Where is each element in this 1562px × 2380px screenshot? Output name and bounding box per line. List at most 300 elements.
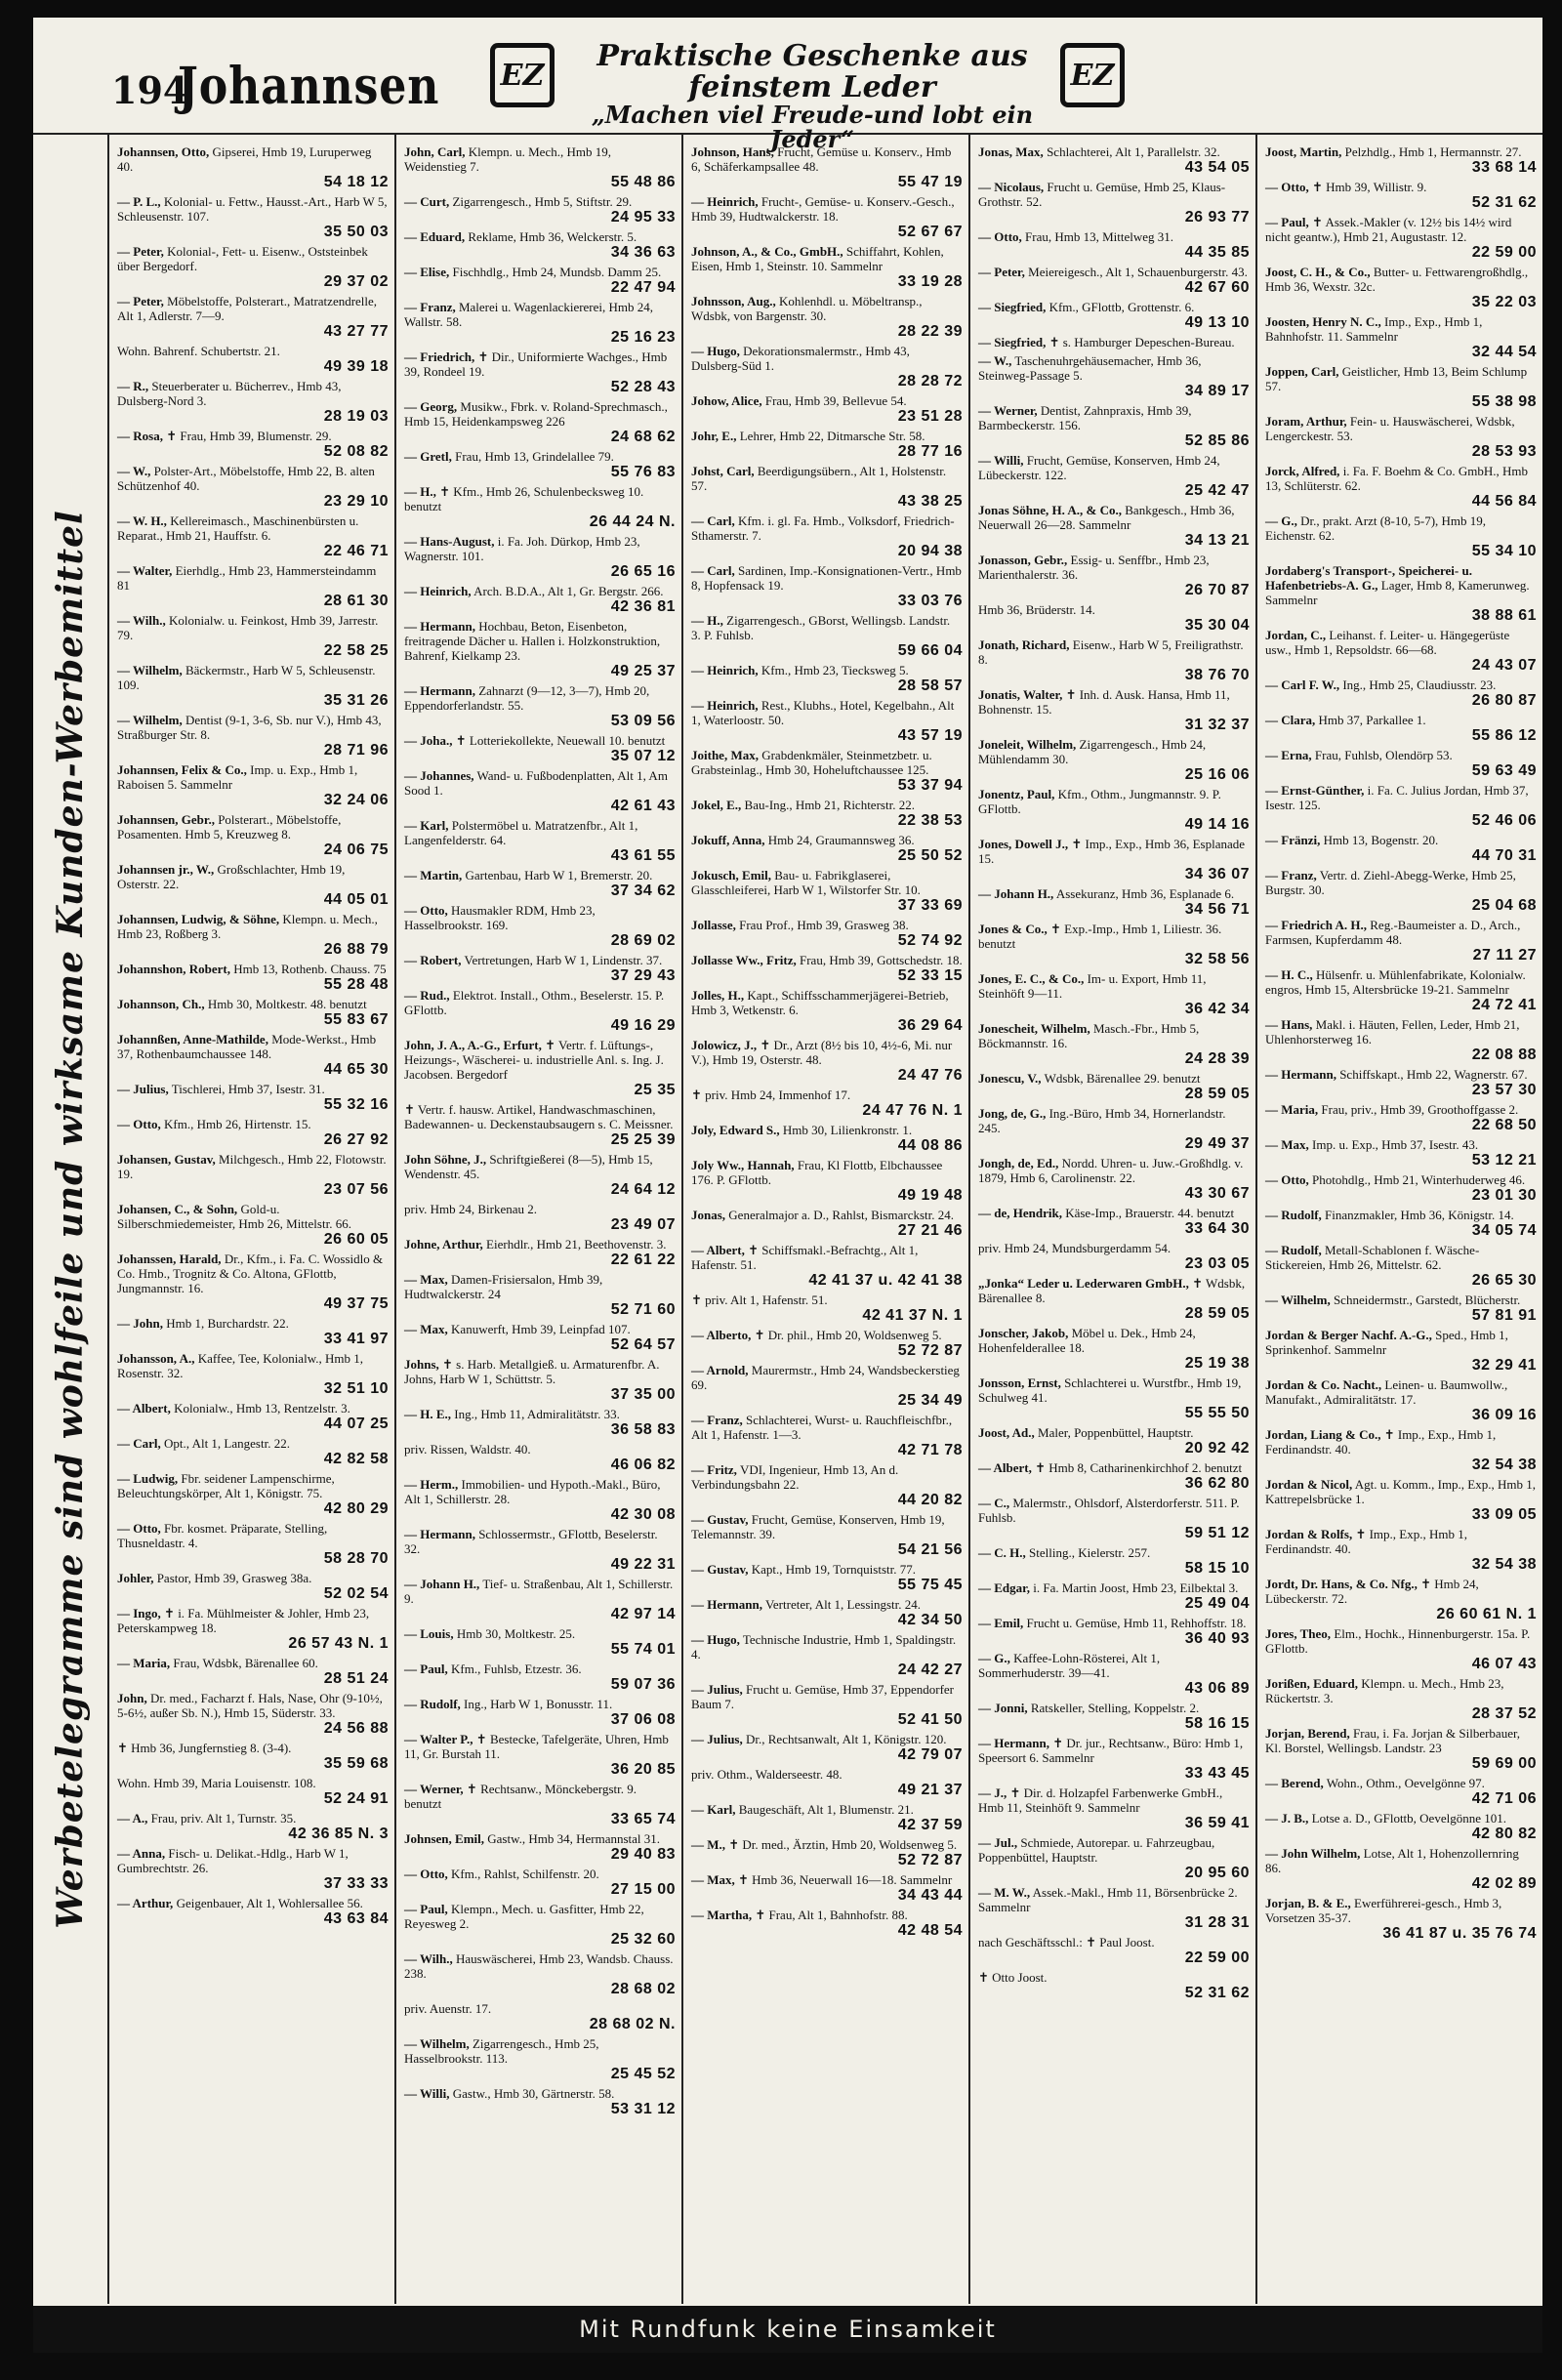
entry-phone-number: 32 24 06 (323, 792, 389, 808)
entry-name: — Martin, (404, 868, 463, 882)
entry-details: Frucht u. Gemüse, Hmb 37, Eppendorfer Baum 7. (691, 1682, 955, 1711)
entry-phone-number: 59 69 00 (1471, 1755, 1537, 1772)
entry-details: Wohn. Hmb 39, Maria Louisenstr. 108. (117, 1776, 316, 1790)
entry-name: Joost, Martin, (1265, 144, 1342, 159)
entry-phone-number: 42 80 29 (323, 1500, 389, 1517)
entry-details: Frau, Hmb 39, Gottschedstr. 18. (799, 953, 963, 967)
entry-name: — Hugo, (691, 1632, 740, 1647)
directory-entry (404, 1626, 676, 1658)
entry-phone-number: 44 65 30 (323, 1061, 389, 1078)
directory-entry (404, 733, 676, 764)
directory-entry (691, 144, 963, 190)
entry-phone-number: 42 67 60 (1184, 279, 1250, 296)
page-number: 194 (111, 68, 189, 112)
entry-name: — Clara, (1265, 713, 1316, 727)
directory-entry (978, 300, 1250, 331)
entry-phone-number: 55 32 16 (323, 1096, 389, 1113)
entry-phone-number: 42 48 54 (897, 1922, 963, 1939)
entry-details: Polstermöbel u. Matratzenfbr., Alt 1, Langenfelderstr. 64. (404, 818, 638, 847)
entry-details: Wand- u. Fußbodenplatten, Alt 1, Am Sood 1. (404, 768, 668, 798)
directory-entry (117, 1316, 389, 1347)
entry-phone-number: 58 28 70 (323, 1550, 389, 1567)
entry-details: Wdsbk, Bärenallee 29. benutzt (1044, 1071, 1201, 1086)
directory-entry (978, 1156, 1250, 1202)
entry-phone-number: 33 41 97 (323, 1331, 389, 1347)
directory-entry (1265, 314, 1537, 360)
entry-phone-number: 26 60 05 (323, 1231, 389, 1248)
entry-details: Schmiede, Autorepar. u. Fahrzeugbau, Poppenbüttel, Hauptstr. (978, 1835, 1215, 1865)
entry-name: Joly, Edward S., (691, 1123, 780, 1137)
directory-entry (978, 1701, 1250, 1732)
directory-entry (117, 1152, 389, 1198)
directory-entry (691, 918, 963, 949)
entry-details: ✝ Dir. d. Holzapfel Farbenwerke GmbH., Hmb 11, Steinhöft 9. Sammelnr (978, 1785, 1223, 1815)
entry-phone-number: 28 77 16 (897, 443, 963, 460)
directory-entry (978, 553, 1250, 598)
entry-name: Jorck, Alfred, (1265, 464, 1340, 478)
entry-name: — Curt, (404, 194, 450, 209)
entry-name: — Martha, (691, 1908, 753, 1922)
directory-entry (978, 687, 1250, 733)
entry-name: — W. H., (117, 513, 167, 528)
entry-name: — Franz, (691, 1413, 743, 1427)
entry-name: — Jul., (978, 1835, 1018, 1850)
entry-name: — Albert, (117, 1401, 171, 1416)
entry-phone-number: 42 36 85 N. 3 (288, 1826, 389, 1842)
directory-entry (1265, 464, 1537, 510)
entry-details: ✝ s. Harb. Metallgieß. u. Armaturenfbr. A. Johns, Harb W 1, Schüttstr. 5. (404, 1357, 660, 1386)
directory-entry (691, 1562, 963, 1593)
entry-phone-number: 28 61 30 (323, 593, 389, 609)
directory-entry (978, 787, 1250, 833)
directory-entry (117, 1776, 389, 1807)
entry-phone-number: 28 22 39 (897, 323, 963, 340)
directory-entry (1265, 1477, 1537, 1523)
entry-phone-number: 42 36 81 (610, 598, 676, 615)
entry-name: — Ernst-Günther, (1265, 783, 1365, 798)
entry-details: Nordd. Uhren- u. Juw.-Großhdlg. v. 1879, Hmb 6, Carolinenstr. 22. (978, 1156, 1244, 1185)
entry-details: Hmb 1, Burchardstr. 22. (166, 1316, 289, 1331)
directory-entry (691, 344, 963, 390)
entry-phone-number: 52 31 62 (1184, 1985, 1250, 2001)
directory-entry (691, 1413, 963, 1458)
entry-details: Lotse a. D., GFlottb, Oevelgönne 101. (1311, 1811, 1506, 1826)
entry-name: — Otto, (117, 1117, 161, 1131)
entry-name: — G., (978, 1651, 1010, 1665)
entry-phone-number: 52 85 86 (1184, 432, 1250, 449)
entry-name: — Max, (404, 1322, 448, 1336)
entry-phone-number: 55 55 50 (1184, 1405, 1250, 1421)
entry-name: Jonentz, Paul, (978, 787, 1055, 801)
entry-details: ✝ priv. Hmb 24, Immenhof 17. (691, 1087, 851, 1102)
entry-phone-number: 42 71 78 (897, 1442, 963, 1458)
directory-entry (1265, 1208, 1537, 1239)
entry-phone-number: 31 32 37 (1184, 717, 1250, 733)
entry-phone-number: 32 29 41 (1471, 1357, 1537, 1374)
entry-name: Jonath, Richard, (978, 637, 1070, 652)
entry-details: Frau, Wdsbk, Bärenallee 60. (173, 1656, 318, 1670)
entry-name: — Maria, (117, 1656, 171, 1670)
entry-phone-number: 34 13 21 (1184, 532, 1250, 549)
entry-name: — Johannes, (404, 768, 474, 783)
entry-details: Frucht, Gemüse, Konserven, Hmb 24, Lübeckerstr. 122. (978, 453, 1220, 482)
directory-entry (691, 1872, 963, 1904)
directory-entry (117, 713, 389, 759)
entry-name: — Hermann, (404, 683, 475, 698)
entry-name: Joppen, Carl, (1265, 364, 1339, 379)
directory-entry (117, 862, 389, 908)
directory-entry (691, 513, 963, 559)
entry-name: — Friedrich A. H., (1265, 918, 1367, 932)
entry-phone-number: 35 50 03 (323, 224, 389, 240)
entry-details: Frau, i. Fa. Jorjan & Silberbauer, Kl. Borstel, Wellingsb. Landstr. 23 (1265, 1726, 1521, 1755)
entry-phone-number: 52 67 67 (897, 224, 963, 240)
entry-phone-number: 24 47 76 (897, 1067, 963, 1084)
entry-name: John Söhne, J., (404, 1152, 487, 1167)
directory-entry (978, 1545, 1250, 1577)
directory-entry (404, 1902, 676, 1948)
entry-name: — Wilh., (404, 1951, 453, 1966)
entry-details: Frau, Fuhlsb, Olendörp 53. (1314, 748, 1453, 762)
entry-phone-number: 34 56 71 (1184, 901, 1250, 918)
entry-details: Im- u. Export, Hmb 11, Steinhöft 9—11. (978, 971, 1207, 1001)
entry-phone-number: 27 15 00 (610, 1881, 676, 1898)
entry-name: Jollasse, (691, 918, 736, 932)
directory-entry (1265, 144, 1537, 176)
directory-entry (978, 1935, 1250, 1966)
directory-entry (691, 1293, 963, 1324)
entry-name: — de, Hendrik, (978, 1206, 1062, 1220)
entry-name: — Wilhelm, (117, 713, 183, 727)
entry-phone-number: 52 41 50 (897, 1711, 963, 1728)
directory-entry (117, 294, 389, 340)
entry-phone-number: 25 45 52 (610, 2066, 676, 2082)
entry-name: Johnsen, Emil, (404, 1831, 484, 1846)
directory-entry (404, 1782, 676, 1827)
entry-details: Elm., Hochk., Hinnenburgerstr. 15a. P. GFlottb. (1265, 1626, 1531, 1656)
entry-phone-number: 58 16 15 (1184, 1715, 1250, 1732)
directory-entry (117, 1471, 389, 1517)
directory-entry (978, 453, 1250, 499)
directory-entry (404, 768, 676, 814)
entry-phone-number: 28 68 02 (610, 1981, 676, 1997)
entry-details: Hmb 30, Moltkestr. 25. (456, 1626, 576, 1641)
entry-name: — Peter, (117, 244, 164, 259)
entry-details: Zigarrengesch., Hmb 24, Mühlendamm 30. (978, 737, 1207, 766)
directory-entry (404, 1442, 676, 1473)
entry-phone-number: 37 35 00 (610, 1386, 676, 1403)
entry-details: Schlachterei, Wurst- u. Rauchfleischfbr., Alt 1, Hafenstr. 1—3. (691, 1413, 953, 1442)
entry-details: Kfm., Fuhlsb, Etzestr. 36. (451, 1662, 582, 1676)
entry-phone-number: 55 75 45 (897, 1577, 963, 1593)
entry-phone-number: 26 93 77 (1184, 209, 1250, 226)
directory-entry (117, 962, 389, 993)
directory-entry (978, 1736, 1250, 1782)
entry-details: Frau, Hmb 13, Mittelweg 31. (1025, 229, 1174, 244)
entry-details: Vertr. d. Ziehl-Abegg-Werke, Hmb 25, Burgstr. 30. (1265, 868, 1516, 897)
entry-phone-number: 34 89 17 (1184, 383, 1250, 399)
entry-name: — Rudolf, (1265, 1208, 1322, 1222)
entry-name: — Heinrich, (691, 194, 759, 209)
entry-details: Frucht-, Gemüse- u. Konserv.-Gesch., Hmb 39, Hudtwalckerstr. 18. (691, 194, 955, 224)
entry-phone-number: 22 47 94 (610, 279, 676, 296)
entry-details: Klempn., Mech. u. Gasfitter, Hmb 22, Reyesweg 2. (404, 1902, 644, 1931)
entry-name: — Franz, (1265, 868, 1317, 882)
entry-details: ✝ Assek.-Makler (v. 12½ bis 14½ wird nicht geantw.), Hmb 21, Augustastr. 12. (1265, 215, 1512, 244)
entry-name: Joosten, Henry N. C., (1265, 314, 1381, 329)
entry-phone-number: 49 19 48 (897, 1187, 963, 1204)
entry-details: ✝ priv. Alt 1, Hafenstr. 51. (691, 1293, 828, 1307)
entry-name: — Gustav, (691, 1562, 749, 1577)
entry-details: ✝ Kfm., Hmb 26, Schulenbecksweg 10. benutzt (404, 484, 644, 513)
directory-entry (1265, 1811, 1537, 1842)
entry-details: ✝ Wdsbk, Bärenallee 8. (978, 1276, 1246, 1305)
entry-name: Joly Ww., Hannah, (691, 1158, 795, 1172)
directory-entry (978, 1206, 1250, 1237)
entry-name: Joost, C. H., & Co., (1265, 265, 1371, 279)
entry-phone-number: 54 21 56 (897, 1541, 963, 1558)
directory-entry (978, 180, 1250, 226)
directory-entry (404, 1577, 676, 1622)
entry-name: — Max, (1265, 1137, 1309, 1152)
entry-details: Bäckermstr., Harb W 5, Schleusenstr. 109. (117, 663, 376, 692)
entry-details: Pelzhdlg., Hmb 1, Hermannstr. 27. (1344, 144, 1522, 159)
entry-name: — Otto, (404, 1867, 448, 1881)
entry-name: — Hugo, (691, 344, 740, 358)
entry-name: — Hermann, (978, 1736, 1049, 1750)
entry-name: — Anna, (117, 1846, 166, 1861)
directory-entry (117, 144, 389, 190)
entry-phone-number: 55 48 86 (610, 174, 676, 190)
entry-name: — Paul, (404, 1662, 448, 1676)
directory-entry (404, 1407, 676, 1438)
entry-name: — M., (691, 1837, 726, 1852)
entry-details: Vertretungen, Harb W 1, Lindenstr. 37. (464, 953, 663, 967)
entry-phone-number: 25 04 68 (1471, 897, 1537, 914)
entry-phone-number: 20 92 42 (1184, 1440, 1250, 1457)
entry-name: Jonsson, Ernst, (978, 1375, 1061, 1390)
entry-details: ✝ Frau, Hmb 39, Blumenstr. 29. (166, 429, 332, 443)
logo-left-icon: EZ (490, 43, 555, 107)
entry-name: Jones, Dowell J., (978, 837, 1069, 851)
entry-phone-number: 37 29 43 (610, 967, 676, 984)
directory-entry (691, 988, 963, 1034)
directory-entry (404, 2036, 676, 2082)
entry-name: — Maria, (1265, 1102, 1319, 1117)
entry-phone-number: 20 95 60 (1184, 1865, 1250, 1881)
directory-entry (691, 1767, 963, 1798)
directory-entry (978, 1785, 1250, 1831)
directory-entry (978, 353, 1250, 399)
entry-phone-number: 59 63 49 (1471, 762, 1537, 779)
entry-phone-number: 55 28 48 (323, 976, 389, 993)
directory-entry (691, 953, 963, 984)
entry-phone-number: 34 36 63 (610, 244, 676, 261)
directory-entry (117, 912, 389, 958)
entry-phone-number: 49 22 31 (610, 1556, 676, 1573)
entry-phone-number: 38 76 70 (1184, 667, 1250, 683)
directory-entry (1265, 563, 1537, 624)
entry-name: — Karl, (404, 818, 449, 833)
entry-details: Ing., Hmb 11, Admiralitätstr. 33. (454, 1407, 620, 1421)
entry-name: „Jonka“ Leder u. Lederwaren GmbH., (978, 1276, 1189, 1291)
entry-phone-number: 43 38 25 (897, 493, 963, 510)
entry-phone-number: 36 29 64 (897, 1017, 963, 1034)
entry-details: ✝ Imp., Exp., Hmb 36, Esplanade 15. (978, 837, 1246, 866)
directory-entry (404, 1662, 676, 1693)
entry-details: Kolonial- u. Fettw., Hausst.-Art., Harb W 5, Schleusenstr. 107. (117, 194, 388, 224)
entry-phone-number: 54 18 12 (323, 174, 389, 190)
entry-phone-number: 27 21 46 (897, 1222, 963, 1239)
entry-details: Wohn., Othm., Oevelgönne 97. (1326, 1776, 1485, 1790)
entry-phone-number: 24 42 27 (897, 1662, 963, 1678)
directory-entry (978, 144, 1250, 176)
directory-entry (404, 619, 676, 679)
entry-name: — Jonni, (978, 1701, 1028, 1715)
entry-name: — Peter, (978, 265, 1025, 279)
entry-phone-number: 55 74 01 (610, 1641, 676, 1658)
directory-entry (404, 1038, 676, 1098)
entry-phone-number: 36 41 87 u. 35 76 74 (1382, 1925, 1537, 1942)
entry-name: — P. L., (117, 194, 161, 209)
entry-phone-number: 24 28 39 (1184, 1050, 1250, 1067)
entry-details: Steuerberater u. Bücherrev., Hmb 43, Dulsberg-Nord 3. (117, 379, 342, 408)
entry-name: Johnson, A., & Co., GmbH., (691, 244, 843, 259)
entry-phone-number: 44 56 84 (1471, 493, 1537, 510)
entry-phone-number: 55 34 10 (1471, 543, 1537, 559)
directory-entry (404, 584, 676, 615)
directory-entry (404, 1527, 676, 1573)
entry-details: Frau, priv. Alt 1, Turnstr. 35. (150, 1811, 297, 1826)
entry-name: — Rudolf, (404, 1697, 461, 1711)
entry-details: priv. Othm., Walderseestr. 48. (691, 1767, 843, 1782)
entry-phone-number: 43 57 19 (897, 727, 963, 744)
entry-details: Meiereigesch., Alt 1, Schauenburgerstr. 43. (1028, 265, 1248, 279)
entry-name: Johst, Carl, (691, 464, 755, 478)
entry-details: Eierhdlr., Hmb 21, Beethovenstr. 3. (486, 1237, 667, 1252)
entry-phone-number: 34 36 07 (1184, 866, 1250, 882)
directory-entry (1265, 1626, 1537, 1672)
running-name: Johannsen (178, 57, 440, 116)
entry-phone-number: 42 30 08 (610, 1506, 676, 1523)
entry-name: — Carl, (117, 1436, 161, 1451)
directory-entry (978, 886, 1250, 918)
directory-entry (1265, 1328, 1537, 1374)
directory-entry (404, 1202, 676, 1233)
entry-phone-number: 42 79 07 (897, 1746, 963, 1763)
entry-details: Musikw., Fbrk. v. Roland-Sprechmasch., Hmb 15, Heidenkampsweg 226 (404, 399, 668, 429)
entry-phone-number: 43 30 67 (1184, 1185, 1250, 1202)
directory-column-5 (1257, 135, 1542, 2304)
entry-name: — Walter, (117, 563, 173, 578)
entry-name: — Alberto, (691, 1328, 752, 1342)
entry-name: Jordan & Nicol, (1265, 1477, 1353, 1492)
directory-column-3 (683, 135, 970, 2304)
entry-phone-number: 22 46 71 (323, 543, 389, 559)
entry-details: Kfm., Othm., Jungmannstr. 9. P. GFlottb. (978, 787, 1221, 816)
directory-entry (404, 1357, 676, 1403)
entry-phone-number: 46 06 82 (610, 1457, 676, 1473)
entry-name: — Hans, (1265, 1017, 1313, 1032)
entry-details: Taschenuhrgehäusemacher, Hmb 36, Steinweg-Passage 5. (978, 353, 1202, 383)
entry-phone-number: 23 29 10 (323, 493, 389, 510)
entry-phone-number: 28 69 02 (610, 932, 676, 949)
entry-details: Leihanst. f. Leiter- u. Hängegerüste usw., Hmb 1, Repsoldstr. 66—68. (1265, 628, 1510, 657)
directory-entry (117, 379, 389, 425)
directory-entry (978, 1651, 1250, 1697)
entry-phone-number: 36 42 34 (1184, 1001, 1250, 1017)
entry-phone-number: 32 51 10 (323, 1380, 389, 1397)
entry-details: Gastw., Hmb 30, Gärtnerstr. 58. (452, 2086, 615, 2101)
entry-name: Johannsen, Otto, (117, 144, 210, 159)
directory-entry (404, 1732, 676, 1778)
entry-details: Fein- u. Hauswäscherei, Wdsbk, Lengerckestr. 53. (1265, 414, 1515, 443)
entry-details: Tischlerei, Hmb 37, Isestr. 31. (171, 1082, 325, 1096)
directory-entry (1265, 713, 1537, 744)
directory-entry (1265, 215, 1537, 261)
directory-columns (109, 135, 1542, 2304)
directory-entry (691, 294, 963, 340)
directory-entry (117, 1571, 389, 1602)
entry-phone-number: 35 31 26 (323, 692, 389, 709)
entry-name: Johne, Arthur, (404, 1237, 483, 1252)
entry-details: Kellereimasch., Maschinenbürsten u. Reparat., Hmb 21, Hauffstr. 6. (117, 513, 359, 543)
page-footer: Mit Rundfunk keine Einsamkeit (33, 2306, 1542, 2353)
entry-details: Kapt., Schiffsschammerjägerei-Betrieb, Hmb 3, Wetkenstr. 6. (691, 988, 949, 1017)
entry-phone-number: 24 95 33 (610, 209, 676, 226)
entry-name: — Berend, (1265, 1776, 1324, 1790)
entry-details: Gartenbau, Harb W 1, Bremerstr. 20. (465, 868, 653, 882)
entry-name: Johannsen, Gebr., (117, 812, 215, 827)
entry-details: Reg.-Baumeister a. D., Arch., Farmsen, Kupferdamm 48. (1265, 918, 1521, 947)
entry-name: Jonasson, Gebr., (978, 553, 1068, 567)
entry-name: — Willi, (404, 2086, 450, 2101)
entry-phone-number: 26 88 79 (323, 941, 389, 958)
directory-entry (978, 737, 1250, 783)
entry-name: Johr, E., (691, 429, 737, 443)
slogan-line-1: Praktische Geschenke aus feinstem Leder (596, 39, 1028, 104)
entry-details: ✝ Hmb 36, Jungfernstieg 8. (3-4). (117, 1741, 292, 1755)
directory-entry (117, 1606, 389, 1652)
entry-phone-number: 37 33 69 (897, 897, 963, 914)
directory-entry (404, 1272, 676, 1318)
entry-phone-number: 35 59 68 (323, 1755, 389, 1772)
directory-entry (978, 1375, 1250, 1421)
directory-entry (404, 988, 676, 1034)
entry-name: — M. W., (978, 1885, 1031, 1900)
entry-name: — Gustav, (691, 1512, 749, 1527)
entry-details: Kaffee, Tee, Kolonialw., Hmb 1, Rosenstr. 32. (117, 1351, 363, 1380)
entry-phone-number: 33 64 30 (1184, 1220, 1250, 1237)
entry-phone-number: 33 68 14 (1471, 159, 1537, 176)
directory-entry (978, 1496, 1250, 1541)
entry-phone-number: 53 09 56 (610, 713, 676, 729)
directory-entry (691, 1512, 963, 1558)
entry-details: Assek.-Makl., Hmb 11, Börsenbrücke 2. Sammelnr (978, 1885, 1238, 1914)
entry-details: Photohdlg., Hmb 21, Winterhuderweg 46. (1312, 1172, 1526, 1187)
entry-details: Geistlicher, Hmb 13, Beim Schlump 57. (1265, 364, 1528, 393)
entry-details: ✝ Hmb 36, Neuerwall 16—18. Sammelnr (738, 1872, 953, 1887)
directory-entry (404, 534, 676, 580)
entry-details: ✝ Vertr. f. Lüftungs-, Heizungs-, Wäscherei- u. industrielle Anl. s. Ing. J. Jacobsen. Bergedorf (404, 1038, 664, 1082)
entry-details: Finanzmakler, Hmb 36, Königstr. 14. (1325, 1208, 1514, 1222)
entry-name: John, Carl, (404, 144, 466, 159)
directory-entry (691, 698, 963, 744)
entry-phone-number: 53 37 94 (897, 777, 963, 794)
entry-details: priv. Rissen, Waldstr. 40. (404, 1442, 531, 1457)
directory-entry (691, 1158, 963, 1204)
entry-phone-number: 36 59 41 (1184, 1815, 1250, 1831)
